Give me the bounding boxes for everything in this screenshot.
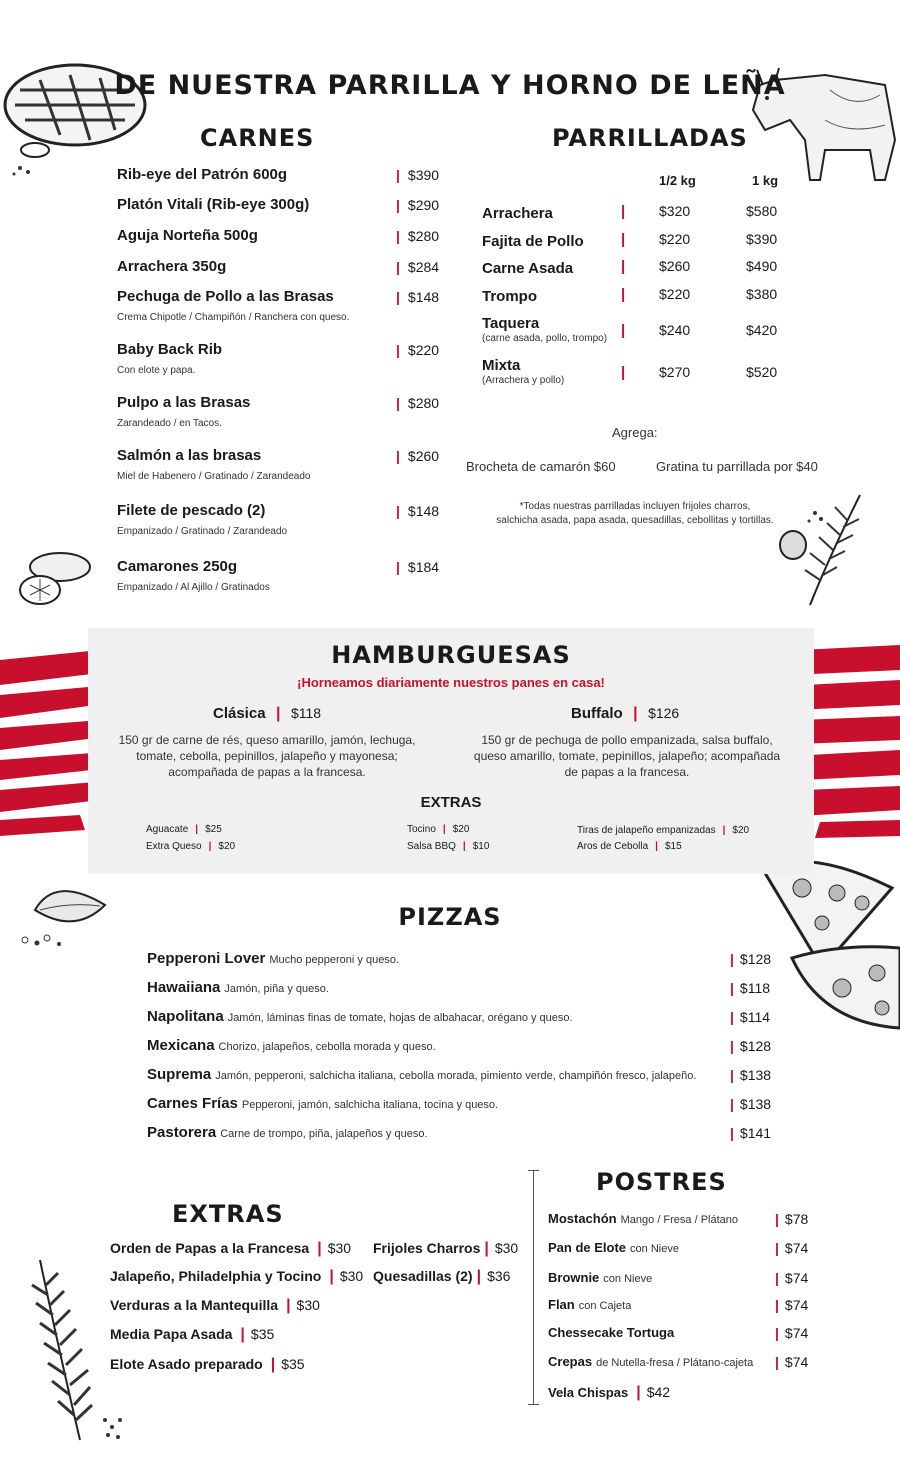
parrilladas-item-name: Fajita de Pollo [482,233,584,250]
pizza-item-price: $141 [739,1125,772,1141]
burger-clasica-desc-line: 150 gr de carne de rés, queso amarillo, jamón, lechuga, [118,733,416,747]
burger-extra-item [146,841,235,852]
extra-item-price: $30 [296,1297,320,1313]
postre-item-price: $74 [784,1270,809,1286]
price-divider: | [730,1038,734,1054]
price-divider: | [655,841,658,852]
parrilladas-item-name: Mixta [482,357,521,374]
price-divider: | [317,1240,322,1257]
price-divider: | [775,1297,779,1313]
price-divider: | [621,364,626,381]
pizza-illustration [739,848,900,1033]
price-divider: | [621,203,626,220]
extra-item [110,1240,351,1258]
burger-extra-price: $20 [732,825,750,836]
extra-item-name: Jalapeño, Philadelphia y Tocino [110,1268,322,1284]
price-divider: | [775,1354,779,1370]
postre-item [548,1324,674,1342]
pizza-item [147,950,399,968]
price-divider: | [730,1125,734,1141]
pizza-item-name: Pastorera [147,1124,217,1141]
postre-item [548,1384,670,1402]
pizza-item [147,1124,428,1142]
extra-item-name: Elote Asado preparado [110,1356,263,1372]
hamburguesas-heading: HAMBURGUESAS [331,641,571,669]
carnes-item-name: Platón Vitali (Rib-eye 300g) [117,196,310,213]
carnes-item-price: $284 [407,259,440,275]
postre-item-name: Brownie [548,1270,600,1285]
carnes-item-desc: Empanizado / Al Ajillo / Gratinados [117,582,270,593]
parrilladas-item-half-price: $270 [659,364,691,380]
burger-clasica-desc-line: acompañada de papas a la francesa. [168,765,366,779]
burger-clasica-name: Clásica [213,705,266,722]
burger-extra-name: Aguacate [146,824,189,835]
pizza-item-desc: Jamón, pepperoni, salchicha italiana, cebolla morada, pimiento verde, champiñón fresco, jalapeño. [215,1070,697,1082]
postre-item [548,1239,679,1257]
carnes-item-price: $290 [407,197,440,213]
pizza-item [147,979,329,997]
parrilladas-item-half-price: $220 [659,231,691,247]
pizza-item-price-row [730,1038,771,1054]
price-divider: | [775,1325,779,1341]
parrilladas-item-name: Carne Asada [482,260,574,277]
pizzas-heading: PIZZAS [398,903,502,931]
parrilladas-note-1: *Todas nuestras parrilladas incluyen frijoles charros, [519,501,751,512]
carnes-item-name: Aguja Norteña 500g [117,227,258,244]
carnes-item-desc: Zarandeado / en Tacos. [117,418,222,429]
burger-extra-price: $10 [472,841,490,852]
pizza-item [147,1008,573,1026]
pizza-item-name: Suprema [147,1066,212,1083]
carnes-item-price: $260 [407,448,440,464]
price-divider: | [476,1268,482,1285]
parrilladas-item-desc: (carne asada, pollo, trompo) [482,333,608,344]
burger-extra-item [407,824,469,835]
carnes-item-price: $280 [407,395,440,411]
extra-item [373,1268,510,1286]
pizza-item [147,1037,436,1055]
postre-item [548,1296,631,1314]
parrilladas-item-kg-price: $520 [746,364,778,380]
postre-item-price-row [775,1240,808,1256]
postre-item-price-row [775,1270,808,1286]
extra-item-name: Media Papa Asada [110,1326,233,1342]
price-divider: | [730,980,734,996]
price-divider: | [396,342,400,358]
postre-item-price: $74 [784,1240,809,1256]
price-divider: | [621,286,626,303]
carnes-item-price-row [396,259,439,275]
agrega-brocheta: Brocheta de camarón $60 [466,459,616,474]
postre-item-name: Flan [548,1297,575,1312]
pizza-item-price-row [730,1125,771,1141]
carnes-item-name: Pulpo a las Brasas [117,394,251,411]
postre-item-name: Mostachón [548,1211,617,1226]
pizza-item-desc: Jamón, piña y queso. [224,983,329,995]
postre-item-desc: con Cajeta [578,1300,632,1312]
extra-item [110,1297,320,1315]
pizza-item-price: $118 [739,980,771,996]
parrilladas-item-kg-price: $490 [746,258,778,274]
pizza-item-desc: Carne de trompo, piña, jalapeños y queso. [220,1128,428,1140]
parrilladas-item-kg-price: $380 [746,286,778,302]
parrilladas-item-half-price: $320 [659,203,691,219]
burger-buffalo-title [571,705,679,723]
price-divider: | [396,395,400,411]
price-divider: | [462,841,466,852]
pizza-item-name: Hawaiiana [147,979,221,996]
pizza-item-price: $138 [739,1067,772,1083]
burger-extra-name: Tiras de jalapeño empanizadas [577,825,716,836]
burger-extra-name: Aros de Cebolla [577,841,649,852]
price-divider: | [240,1326,245,1343]
extra-item [110,1326,274,1344]
price-divider: | [276,705,281,722]
parrilladas-item-kg-price: $420 [746,322,778,338]
extra-item-price: $30 [327,1240,352,1256]
extra-item-price: $35 [250,1326,275,1342]
postre-item-name: Vela Chispas [548,1385,629,1400]
carnes-item-price-row [396,289,439,305]
price-divider: | [636,1384,641,1401]
page-title: DE NUESTRA PARRILLA Y HORNO DE LEÑA [114,70,786,101]
postres-heading: POSTRES [596,1168,727,1196]
parrilladas-item-name: Taquera [482,315,540,332]
price-divider: | [270,1356,276,1373]
carnes-item-price-row [396,395,439,411]
price-divider: | [730,1009,734,1025]
burger-clasica-price: $118 [290,705,322,721]
carnes-item-price-row [396,197,439,213]
burger-extra-price: $20 [218,841,236,852]
postre-item-price: $42 [646,1384,671,1400]
extra-item [110,1356,305,1374]
postre-item-price-row [775,1297,808,1313]
agrega-label: Agrega: [612,425,658,440]
price-divider: | [396,559,400,575]
pizza-item-price-row [730,1067,771,1083]
pizza-item-price-row [730,1096,771,1112]
postre-item-desc: con Nieve [603,1273,653,1285]
section-divider [533,1170,534,1405]
extra-item-name: Frijoles Charros [373,1240,481,1256]
burger-extra-price: $15 [664,841,682,852]
burger-buffalo-desc-line: 150 gr de pechuga de pollo empanizada, salsa buffalo, [481,733,773,747]
burger-buffalo-desc-line: de papas a la francesa. [564,765,690,779]
pizza-item-desc: Chorizo, jalapeños, cebolla morada y queso. [218,1041,436,1053]
burger-buffalo-desc [472,732,782,780]
section-divider-cap [528,1404,539,1405]
carnes-item-price: $148 [407,503,440,519]
extra-item [373,1240,518,1258]
pizza-item-desc: Mucho pepperoni y queso. [269,954,400,966]
pizza-item-price: $128 [739,1038,772,1054]
parrilladas-item-name: Arrachera [482,205,553,222]
pizza-item-price-row [730,951,771,967]
price-divider: | [329,1268,334,1285]
pizza-item-price-row [730,1009,770,1025]
parrilladas-item-name: Trompo [482,288,537,305]
postre-item-price: $74 [784,1297,809,1313]
pizza-item-price: $138 [739,1096,772,1112]
burger-buffalo-desc-line: queso amarillo, tomate, pepinillos, jalapeño; acompañada [473,749,781,763]
price-divider: | [396,228,400,244]
postre-item [548,1210,738,1228]
postre-item-desc: de Nutella-fresa / Plátano-cajeta [596,1357,754,1369]
postre-item [548,1269,652,1287]
price-divider: | [730,1096,734,1112]
price-divider: | [730,1067,734,1083]
pizza-item-desc: Jamón, láminas finas de tomate, hojas de albahacar, orégano y queso. [227,1012,573,1024]
price-divider: | [396,503,400,519]
extra-item-name: Quesadillas (2) [373,1268,473,1284]
pizza-item-name: Pepperoni Lover [147,950,266,967]
carnes-item-name: Pechuga de Pollo a las Brasas [117,288,334,305]
pizza-item [147,1095,498,1113]
pizza-item-desc: Pepperoni, jamón, salchicha italiana, tocina y queso. [241,1099,499,1111]
carnes-item-name: Filete de pescado (2) [117,502,266,519]
price-divider: | [195,824,199,835]
price-divider: | [442,824,446,835]
price-divider: | [621,258,626,275]
pizza-item-price: $128 [739,951,772,967]
parrilladas-heading: PARRILLADAS [552,124,748,152]
burger-buffalo-price: $126 [648,705,680,721]
burger-clasica-desc-line: tomate, cebolla, pepinillos, jalapeño y mayonesa; [136,749,398,763]
parrilladas-item-half-price: $240 [659,322,691,338]
carnes-item-price: $280 [407,228,440,244]
postre-item-name: Crepas [548,1354,593,1369]
carnes-item-name: Rib-eye del Patrón 600g [117,166,288,183]
postre-item-name: Pan de Elote [548,1240,627,1255]
price-divider: | [722,825,726,836]
cow-illustration [735,40,900,190]
postre-item-price-row [775,1354,808,1370]
burger-buffalo-name: Buffalo [571,705,623,722]
extra-item-price: $30 [339,1268,364,1284]
price-divider: | [621,231,626,248]
pizza-item-name: Mexicana [147,1037,215,1054]
parrilladas-col-kg: 1 kg [752,173,779,188]
price-divider: | [621,322,626,339]
price-divider: | [396,259,400,275]
carnes-item-price: $220 [407,342,440,358]
price-divider: | [396,167,400,183]
postre-item-desc: Mango / Fresa / Plátano [620,1214,739,1226]
pizza-item [147,1066,696,1084]
carnes-item-name: Camarones 250g [117,558,238,575]
pizza-item-name: Carnes Frías [147,1095,238,1112]
pizza-item-price: $114 [739,1009,771,1025]
extras-heading: EXTRAS [172,1200,284,1228]
carnes-item-name: Arrachera 350g [117,258,227,275]
postre-item-price-row [775,1211,808,1227]
carnes-item-name: Salmón a las brasas [117,447,262,464]
parrilladas-item-kg-price: $390 [746,231,778,247]
extra-item-name: Verduras a la Mantequilla [110,1297,279,1313]
postre-item-price: $74 [784,1325,809,1341]
agrega-gratina: Gratina tu parrillada por $40 [656,459,818,474]
carnes-item-price-row [396,167,439,183]
burger-clasica-desc [112,732,422,780]
postre-item [548,1353,753,1371]
pizza-item-price-row [730,980,770,996]
hamburguesas-subtitle: ¡Horneamos diariamente nuestros panes en casa! [297,675,605,690]
carnes-item-price-row [396,448,439,464]
price-divider: | [633,705,638,722]
carnes-item-desc: Miel de Habenero / Gratinado / Zarandeado [117,471,311,482]
burger-extra-item [577,825,749,836]
burger-extra-item [146,824,222,835]
price-divider: | [396,289,400,305]
section-divider-cap [528,1170,539,1171]
burger-extra-item [407,841,489,852]
burger-clasica-title [213,705,321,723]
price-divider: | [286,1297,291,1314]
postre-item-price: $74 [784,1354,809,1370]
carnes-item-price-row [396,228,439,244]
burger-extra-name: Salsa BBQ [407,841,456,852]
price-divider: | [484,1240,489,1257]
extra-item [110,1268,363,1286]
extra-item-price: $35 [281,1356,305,1372]
price-divider: | [730,951,734,967]
carnes-item-price: $148 [407,289,440,305]
price-divider: | [396,197,400,213]
burger-extra-name: Tocino [407,824,436,835]
pizza-item-name: Napolitana [147,1008,224,1025]
extra-item-price: $36 [487,1268,511,1284]
carnes-item-desc: Con elote y papa. [117,365,196,376]
price-divider: | [775,1211,779,1227]
lime-illustration [10,545,100,610]
parrilladas-note-2: salchicha asada, papa asada, quesadillas, cebollitas y tortillas. [496,515,774,526]
parrilladas-col-half: 1/2 kg [659,173,696,188]
carnes-item-name: Baby Back Rib [117,341,223,358]
parrilladas-item-half-price: $260 [659,258,691,274]
extra-item-price: $30 [494,1240,519,1256]
postre-item-price-row [775,1325,808,1341]
carnes-item-price: $390 [407,167,440,183]
carnes-heading: CARNES [200,124,315,152]
burger-extra-price: $25 [205,824,222,835]
postre-item-desc: con Nieve [630,1243,679,1255]
burger-extra-item [577,841,682,852]
carnes-item-desc: Crema Chipotle / Champiñón / Ranchera con queso. [117,312,350,323]
carnes-item-desc: Empanizado / Gratinado / Zarandeado [117,526,288,537]
parrilladas-item-kg-price: $580 [746,203,778,219]
postre-item-price: $78 [784,1211,809,1227]
parrilladas-item-desc: (Arrachera y pollo) [482,375,565,386]
price-divider: | [208,841,212,852]
carnes-item-price-row [396,559,439,575]
burger-extra-name: Extra Queso [146,841,202,852]
price-divider: | [396,448,400,464]
postre-item-name: Chessecake Tortuga [548,1325,675,1340]
price-divider: | [775,1270,779,1286]
carnes-item-price-row [396,342,439,358]
parrilladas-item-half-price: $220 [659,286,691,302]
carnes-item-price: $184 [407,559,440,575]
price-divider: | [775,1240,779,1256]
carnes-item-price-row [396,503,439,519]
burger-extra-price: $20 [452,824,470,835]
extra-item-name: Orden de Papas a la Francesa [110,1240,310,1256]
burger-extras-heading: EXTRAS [420,794,482,811]
